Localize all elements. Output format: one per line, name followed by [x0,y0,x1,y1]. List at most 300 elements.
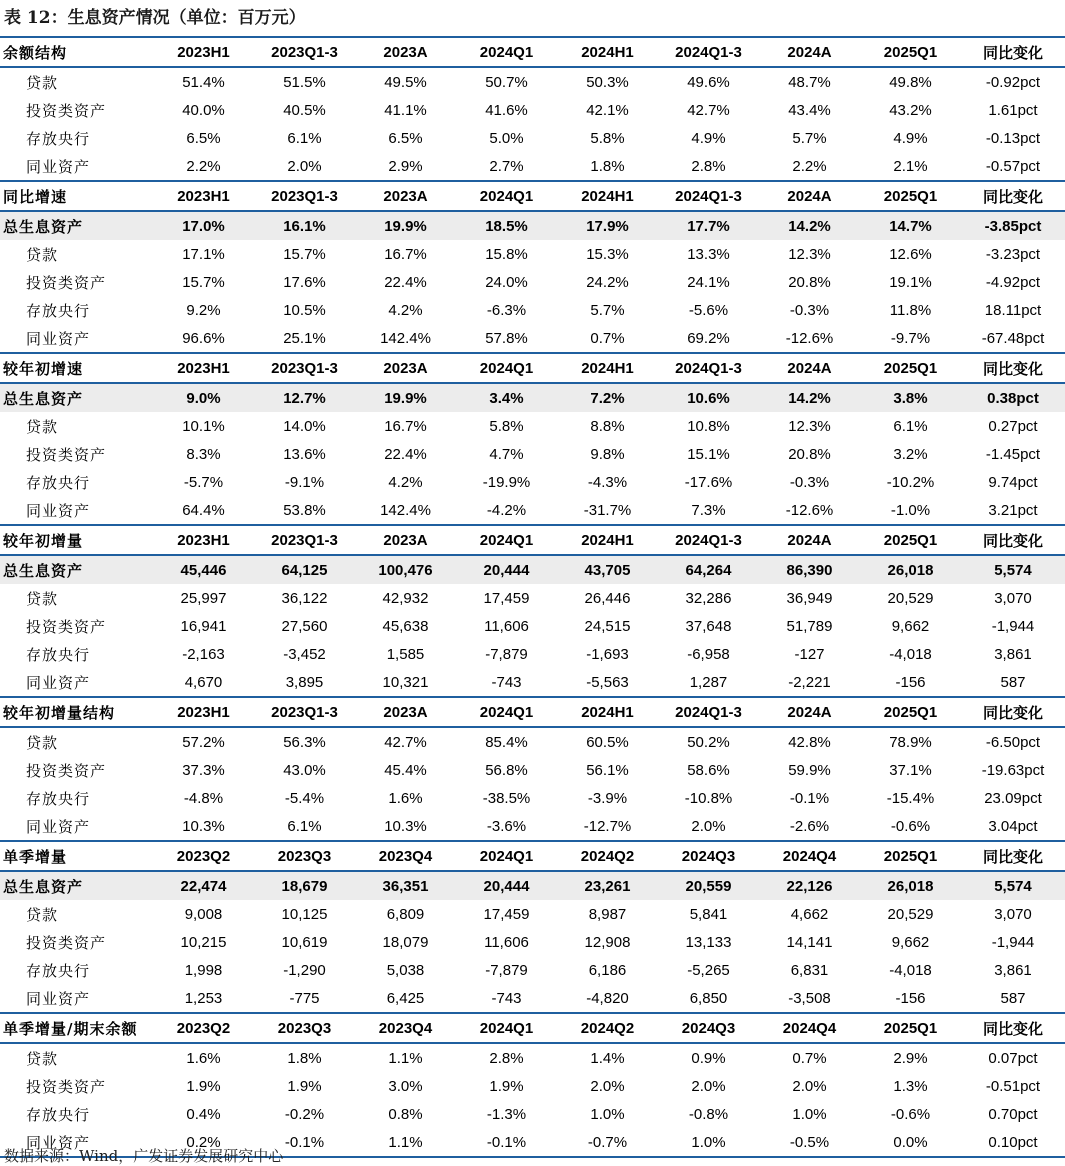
table-row [0,96,1065,124]
table-cell: 14.0% [283,417,326,435]
column-header: 2024Q1-3 [658,697,759,727]
table-cell: -38.5% [482,789,531,807]
table-body [0,37,1065,1157]
table-cell: -3,452 [283,645,326,663]
table-cell: 4.2% [388,301,423,319]
table-cell: -2,221 [788,673,831,691]
table-cell: 64.4% [182,501,225,519]
table-cell: -6.50pct [985,733,1041,751]
table-row [0,67,1065,96]
table-cell: 17,459 [483,905,530,923]
table-cell: 1,998 [184,961,223,979]
table-cell: 56.8% [485,761,528,779]
column-header: 2024Q1-3 [658,353,759,383]
row-label: 同业资产 [26,329,91,348]
table-cell: 17,459 [483,589,530,607]
table-cell: 45.4% [384,761,427,779]
table-cell: 1.3% [893,1077,928,1095]
table-cell: 6,850 [689,989,728,1007]
table-cell: 42.8% [788,733,831,751]
table-cell: 53.8% [283,501,326,519]
table-cell: 59.9% [788,761,831,779]
table-cell: 43.0% [283,761,326,779]
table-cell: 10,215 [180,933,227,951]
column-header: 2024H1 [557,353,658,383]
section-header-row [0,353,1065,383]
column-header: 2023Q1-3 [254,697,355,727]
column-header: 2023Q2 [153,1013,254,1043]
column-header: 2023Q2 [153,841,254,871]
row-label: 总生息资产 [0,211,153,240]
table-cell: 4,670 [184,673,223,691]
table-cell: 15.7% [182,273,225,291]
table-cell: 56.1% [586,761,629,779]
table-cell: 2.0% [691,817,726,835]
column-header: 2023H1 [153,697,254,727]
table-cell: 3.0% [388,1077,423,1095]
table-cell: 6,425 [386,989,425,1007]
table-cell: 1.8% [287,1049,322,1067]
column-header: 2025Q1 [860,525,961,555]
table-cell: 24.2% [586,273,629,291]
table-row [0,152,1065,181]
column-header: 2024A [759,525,860,555]
table-cell: 2.1% [893,157,928,175]
table-cell: 8.8% [590,417,625,435]
table-cell: 4,662 [790,905,829,923]
table-cell: -3,508 [788,989,831,1007]
table-cell: 60.5% [586,733,629,751]
column-header: 2024H1 [557,37,658,67]
table-cell: -0.1% [456,1128,557,1157]
table-cell: 7.3% [691,501,726,519]
table-cell: 3,895 [285,673,324,691]
table-cell: 36,122 [281,589,328,607]
table-cell: -775 [289,989,320,1007]
table-cell: 13,133 [685,933,732,951]
table-cell: 8,987 [588,905,627,923]
table-cell: 5.7% [590,301,625,319]
table-cell: 36,351 [355,871,456,900]
column-header: 2023A [355,353,456,383]
table-cell: 22,474 [153,871,254,900]
section-title: 单季增量 [0,841,153,871]
table-cell: -0.7% [557,1128,658,1157]
table-cell: 587 [1000,673,1026,691]
column-header: 同比变化 [961,37,1065,67]
table-cell: 3.21pct [988,501,1038,519]
table-cell: 1.9% [186,1077,221,1095]
table-cell: -0.1% [254,1128,355,1157]
table-cell: -0.57pct [985,157,1041,175]
table-cell: -19.9% [482,473,531,491]
table-cell: -0.51pct [985,1077,1041,1095]
table-cell: 2.0% [590,1077,625,1095]
row-label: 同业资产 [26,817,91,836]
table-cell: 2.2% [186,157,221,175]
table-cell: 3.04pct [988,817,1038,835]
row-label: 存放央行 [26,473,91,492]
table-cell: 1.6% [186,1049,221,1067]
row-label: 贷款 [26,1049,59,1068]
section-header-row [0,697,1065,727]
table-cell: 6.5% [388,129,423,147]
table-cell: 1.0% [658,1128,759,1157]
table-cell: 10,125 [281,905,328,923]
table-cell: 23,261 [557,871,658,900]
column-header: 2024A [759,353,860,383]
section-header-row [0,1013,1065,1043]
table-row [0,640,1065,668]
table-cell: 2.7% [489,157,524,175]
row-label: 同业资产 [0,1128,153,1157]
column-header: 2023H1 [153,525,254,555]
section-header-row [0,181,1065,211]
row-label: 总生息资产 [0,383,153,412]
table-cell: 3.2% [893,445,928,463]
table-cell: 32,286 [685,589,732,607]
table-cell: 13.6% [283,445,326,463]
column-header: 同比变化 [961,841,1065,871]
table-cell: 51.5% [283,73,326,91]
table-cell: 26,018 [860,555,961,584]
table-cell: 3,070 [994,905,1032,923]
table-cell: -2.6% [789,817,830,835]
column-header: 2024A [759,697,860,727]
table-cell: 12.7% [254,383,355,412]
table-cell: -15.4% [886,789,935,807]
table-cell: 1,287 [689,673,728,691]
table-cell: 20.8% [788,445,831,463]
row-label: 总生息资产 [0,871,153,900]
table-cell: 1,585 [386,645,425,663]
row-label: 存放央行 [26,301,91,320]
table-cell: -5.7% [183,473,224,491]
table-cell: 69.2% [687,329,730,347]
table-cell: 43.2% [889,101,932,119]
column-header: 2024Q2 [557,841,658,871]
table-cell: -4,018 [889,961,932,979]
table-cell: 10,619 [281,933,328,951]
table-cell: 9.2% [186,301,221,319]
table-cell: 3.8% [860,383,961,412]
table-cell: -1.45pct [985,445,1041,463]
section-title: 余额结构 [0,37,153,67]
table-cell: -0.13pct [985,129,1041,147]
table-cell: -1,693 [586,645,629,663]
table-cell: 50.2% [687,733,730,751]
column-header: 2025Q1 [860,841,961,871]
column-header: 2023Q1-3 [254,37,355,67]
column-header: 2024Q1-3 [658,181,759,211]
table-cell: 16.7% [384,245,427,263]
row-label: 同业资产 [26,157,91,176]
table-cell: 12.3% [788,417,831,435]
table-cell: 27,560 [281,617,328,635]
row-label: 投资类资产 [26,617,107,636]
table-cell: 86,390 [759,555,860,584]
table-cell: -10.2% [886,473,935,491]
table-row [0,240,1065,268]
section-title: 单季增量/期末余额 [0,1013,153,1043]
column-header: 2024A [759,181,860,211]
table-cell: 64,125 [254,555,355,584]
table-cell: 2.9% [893,1049,928,1067]
table-cell: 587 [1000,989,1026,1007]
table-cell: -10.8% [684,789,733,807]
table-cell: 50.7% [485,73,528,91]
table-cell: -0.3% [789,473,830,491]
column-header: 2023Q1-3 [254,525,355,555]
table-cell: 14.2% [759,211,860,240]
table-cell: 45,638 [382,617,429,635]
row-label: 投资类资产 [26,1077,107,1096]
table-row [0,928,1065,956]
table-cell: 37,648 [685,617,732,635]
table-cell: 2.2% [792,157,827,175]
table-cell: 2.8% [691,157,726,175]
table-cell: 20,444 [456,871,557,900]
table-cell: 142.4% [380,329,431,347]
table-cell: 11.8% [889,301,932,319]
table-cell: 18,079 [382,933,429,951]
row-label: 贷款 [26,733,59,752]
table-cell: 6.1% [287,817,322,835]
table-cell: -5,265 [687,961,730,979]
table-cell: -1.3% [486,1105,527,1123]
column-header: 同比变化 [961,525,1065,555]
table-cell: 6,186 [588,961,627,979]
table-cell: 17.7% [658,211,759,240]
table-cell: 11,606 [484,933,529,951]
table-cell: 16.7% [384,417,427,435]
table-row [0,440,1065,468]
column-header: 2024Q1 [456,841,557,871]
table-row [0,468,1065,496]
table-cell: 37.1% [889,761,932,779]
table-cell: -17.6% [684,473,733,491]
column-header: 同比变化 [961,1013,1065,1043]
row-label: 存放央行 [26,645,91,664]
table-cell: 40.0% [182,101,225,119]
table-cell: 12,908 [584,933,631,951]
column-header: 2025Q1 [860,697,961,727]
table-cell: 37.3% [182,761,225,779]
table-row [0,668,1065,697]
column-header: 2024Q1-3 [658,525,759,555]
table-cell: 19.9% [355,383,456,412]
total-row [0,211,1065,240]
table-cell: 43.4% [788,101,831,119]
table-cell: -1.0% [890,501,931,519]
table-cell: 6,809 [386,905,425,923]
table-cell: 78.9% [889,733,932,751]
row-label: 同业资产 [26,501,91,520]
table-cell: 0.10pct [961,1128,1065,1157]
table-cell: 3,861 [994,645,1032,663]
column-header: 2024Q3 [658,841,759,871]
row-label: 贷款 [26,245,59,264]
column-header: 2024H1 [557,525,658,555]
table-cell: 15.7% [283,245,326,263]
data-source-note: 数据来源：Wind，广发证券发展研究中心 [4,1147,284,1165]
column-header: 同比变化 [961,697,1065,727]
table-cell: 20.8% [788,273,831,291]
table-row [0,1072,1065,1100]
table-cell: 3,070 [994,589,1032,607]
table-cell: -5.4% [284,789,325,807]
column-header: 2025Q1 [860,181,961,211]
table-cell: 0.4% [186,1105,221,1123]
column-header: 同比变化 [961,353,1065,383]
column-header: 2023Q4 [355,1013,456,1043]
row-label: 投资类资产 [26,933,107,952]
table-cell: -0.5% [759,1128,860,1157]
table-cell: 24,515 [584,617,631,635]
column-header: 2023H1 [153,37,254,67]
table-cell: 5,574 [961,871,1065,900]
table-cell: 4.7% [489,445,524,463]
table-cell: -0.2% [284,1105,325,1123]
table-cell: 17.1% [182,245,225,263]
table-cell: 20,444 [456,555,557,584]
row-label: 贷款 [26,417,59,436]
table-cell: -3.9% [587,789,628,807]
table-cell: -12.6% [785,329,834,347]
table-cell: 13.3% [687,245,730,263]
table-cell: 48.7% [788,73,831,91]
table-cell: 18.11pct [984,301,1042,319]
table-cell: 1.4% [590,1049,625,1067]
table-cell: 12.6% [889,245,932,263]
table-cell: 42,932 [382,589,429,607]
table-cell: 6,831 [790,961,829,979]
table-cell: 18.5% [456,211,557,240]
table-cell: 4.2% [388,473,423,491]
table-cell: 1.1% [355,1128,456,1157]
table-cell: -67.48pct [981,329,1045,347]
total-row [0,555,1065,584]
table-cell: 26,018 [860,871,961,900]
table-cell: 11,606 [484,617,529,635]
table-cell: 5,574 [961,555,1065,584]
table-cell: 1.0% [590,1105,625,1123]
table-cell: -4,018 [889,645,932,663]
table-cell: 0.7% [590,329,625,347]
table-cell: 16,941 [180,617,227,635]
column-header: 2023A [355,37,456,67]
table-cell: -1,944 [991,933,1035,951]
table-cell: -6,958 [687,645,730,663]
table-cell: 1.8% [590,157,625,175]
table-cell: 2.0% [287,157,322,175]
table-cell: 41.1% [384,101,427,119]
row-label: 贷款 [26,589,59,608]
table-cell: -19.63pct [981,761,1045,779]
table-cell: 12.3% [788,245,831,263]
table-cell: -2,163 [182,645,225,663]
table-cell: 57.8% [485,329,528,347]
column-header: 2024Q1 [456,1013,557,1043]
table-cell: 14.2% [759,383,860,412]
column-header: 2023Q1-3 [254,181,355,211]
row-label: 投资类资产 [26,445,107,464]
column-header: 同比变化 [961,181,1065,211]
table-cell: 17.9% [557,211,658,240]
column-header: 2023Q3 [254,841,355,871]
column-header: 2024Q1 [456,525,557,555]
table-cell: 0.07pct [988,1049,1038,1067]
column-header: 2025Q1 [860,37,961,67]
table-cell: 49.8% [889,73,932,91]
table-cell: 10,321 [382,673,429,691]
table-cell: 43,705 [557,555,658,584]
total-row [0,383,1065,412]
table-cell: 9.74pct [988,473,1038,491]
section-title: 较年初增量结构 [0,697,153,727]
table-cell: 9,662 [891,617,930,635]
table-cell: -5,563 [586,673,629,691]
table-cell: 0.8% [388,1105,423,1123]
table-cell: 40.5% [283,101,326,119]
table-cell: -4.8% [183,789,224,807]
table-cell: 5.8% [489,417,524,435]
table-cell: 41.6% [485,101,528,119]
table-cell: 51.4% [182,73,225,91]
table-cell: 0.2% [153,1128,254,1157]
table-cell: 1.9% [287,1077,322,1095]
table-row [0,784,1065,812]
table-cell: 2.9% [388,157,423,175]
row-label: 存放央行 [26,789,91,808]
table-cell: -3.85pct [961,211,1065,240]
table-cell: -156 [895,673,926,691]
table-cell: -5.6% [688,301,729,319]
table-cell: 0.70pct [988,1105,1038,1123]
table-cell: 1.1% [388,1049,423,1067]
row-label: 投资类资产 [26,273,107,292]
table-cell: 36,949 [786,589,833,607]
table-cell: -4,820 [586,989,629,1007]
column-header: 2024Q2 [557,1013,658,1043]
table-row [0,900,1065,928]
table-cell: 9,662 [891,933,930,951]
table-cell: -3.23pct [985,245,1041,263]
section-header-row [0,525,1065,555]
table-cell: 20,529 [887,589,934,607]
table-cell: -743 [491,673,522,691]
table-cell: -4.2% [486,501,527,519]
row-label: 投资类资产 [26,101,107,120]
table-cell: 22,126 [759,871,860,900]
table-cell: -4.92pct [985,273,1041,291]
table-cell: 2.0% [792,1077,827,1095]
table-cell: 96.6% [182,329,225,347]
table-cell: 45,446 [153,555,254,584]
table-cell: 10.8% [687,417,730,435]
table-cell: 85.4% [485,733,528,751]
table-cell: 1.61pct [988,101,1038,119]
column-header: 2023H1 [153,181,254,211]
table-cell: -7,879 [485,645,528,663]
table-cell: -127 [794,645,825,663]
table-cell: -1,944 [991,617,1035,635]
row-label: 存放央行 [26,961,91,980]
table-cell: 10.6% [658,383,759,412]
column-header: 2024Q1 [456,353,557,383]
table-cell: 5.7% [792,129,827,147]
row-label: 投资类资产 [26,761,107,780]
